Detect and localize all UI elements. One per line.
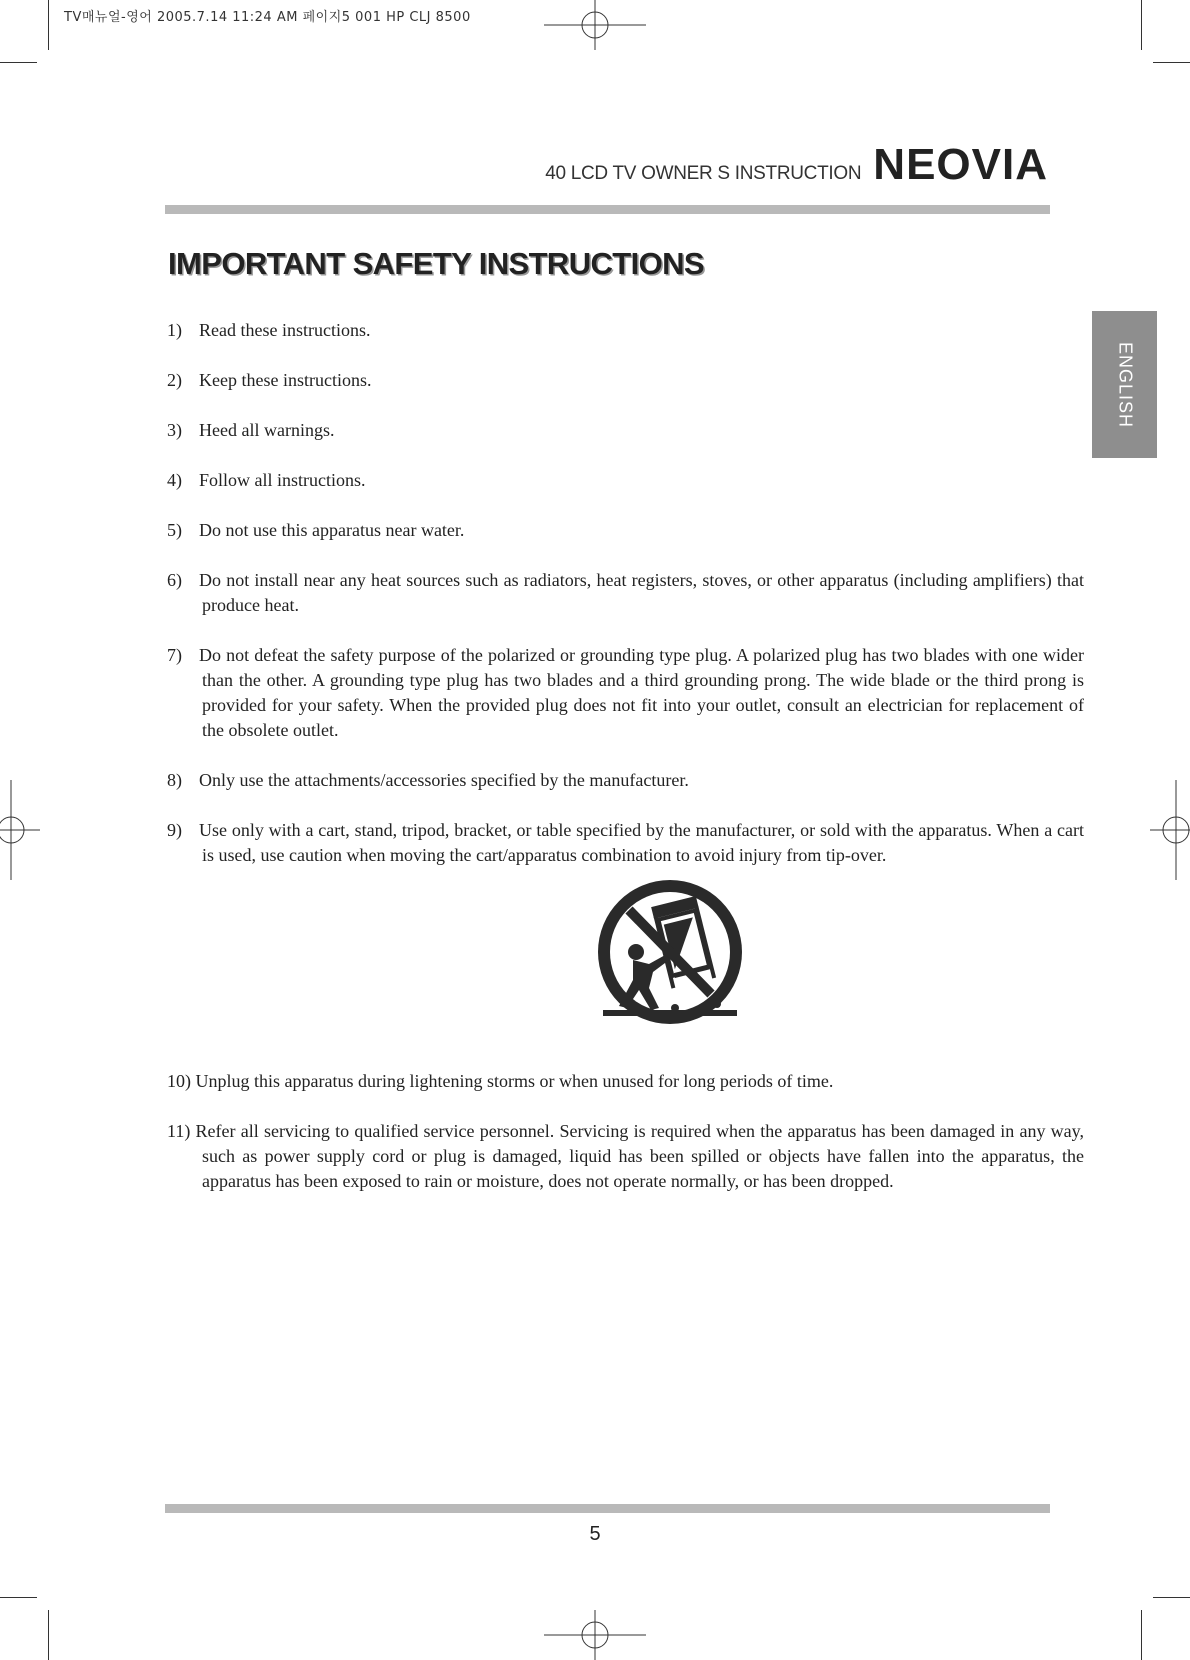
- crop-mark: [48, 1610, 49, 1660]
- list-item: [167, 568, 1084, 618]
- list-item: [167, 818, 1084, 868]
- cart-tip-over-warning-icon: [587, 880, 753, 1032]
- registration-mark-right: [1150, 780, 1190, 880]
- footer-rule: [165, 1504, 1050, 1513]
- registration-mark-top: [544, 0, 646, 50]
- page-title: IMPORTANT SAFETY INSTRUCTIONS: [168, 246, 705, 281]
- item-number: 8): [167, 770, 182, 790]
- running-header: [545, 140, 1048, 190]
- header-rule: [165, 205, 1050, 214]
- header-subtitle: 40 LCD TV OWNER S INSTRUCTION: [545, 163, 862, 184]
- item-number: 4): [167, 470, 182, 490]
- crop-mark: [0, 1597, 37, 1598]
- item-text: Read these instructions.: [199, 320, 371, 340]
- list-item: [167, 518, 1049, 543]
- list-item: [167, 643, 1084, 743]
- language-tab: [1092, 311, 1157, 458]
- item-text: Refer all servicing to qualified service personnel. Servicing is required when the apparatus has been damaged in any way, such as power supply cord or plug is damaged, liquid has been spilled or objects have fallen into the apparatus, the apparatus has been exposed to rain or moisture, does not operate normally, or has been dropped.: [195, 1121, 1084, 1191]
- item-number: 10): [167, 1071, 191, 1091]
- item-text: Do not use this apparatus near water.: [199, 520, 465, 540]
- crop-mark: [1153, 62, 1190, 63]
- item-text: Do not defeat the safety purpose of the polarized or grounding type plug. A polarized plug has two blades with one wider than the other. A grounding type plug has two blades and a third grounding prong. The wide blade or the third prong is provided for your safety. When the provided plug does not fit into your outlet, consult an electrician for replacement of the obsolete outlet.: [199, 645, 1084, 740]
- item-text: Follow all instructions.: [199, 470, 366, 490]
- registration-mark-left: [0, 780, 40, 880]
- item-number: 1): [167, 320, 182, 340]
- item-text: Keep these instructions.: [199, 370, 372, 390]
- item-text: Do not install near any heat sources such as radiators, heat registers, stoves, or other apparatus (including amplifiers) that produce heat.: [199, 570, 1084, 615]
- item-text: Only use the attachments/accessories specified by the manufacturer.: [199, 770, 689, 790]
- item-number: 6): [167, 570, 182, 590]
- registration-mark-bottom: [544, 1610, 646, 1660]
- item-number: 11): [167, 1121, 191, 1141]
- crop-mark: [1141, 0, 1142, 50]
- list-item: [167, 418, 1049, 443]
- language-tab-label: ENGLISH: [1115, 341, 1135, 428]
- item-number: 9): [167, 820, 182, 840]
- item-text: Use only with a cart, stand, tripod, bracket, or table specified by the manufacturer, or sold with the apparatus. When a cart is used, use caution when moving the cart/apparatus combination to avoid injury from tip-over.: [199, 820, 1084, 865]
- list-item: [167, 768, 1084, 793]
- list-item: [167, 468, 1049, 493]
- item-number: 7): [167, 645, 182, 665]
- item-text: Unplug this apparatus during lightening storms or when unused for long periods of time.: [195, 1071, 834, 1091]
- list-item: [167, 1069, 1049, 1094]
- list-item: [167, 1119, 1084, 1194]
- item-number: 2): [167, 370, 182, 390]
- list-item: [167, 318, 1049, 343]
- crop-mark: [1141, 1610, 1142, 1660]
- print-slug: TV매뉴얼-영어 2005.7.14 11:24 AM 페이지5 001 HP CLJ 8500: [64, 10, 471, 25]
- crop-mark: [48, 0, 49, 50]
- page-number: 5: [589, 1523, 601, 1545]
- item-number: 3): [167, 420, 182, 440]
- list-item: [167, 368, 1049, 393]
- item-text: Heed all warnings.: [199, 420, 335, 440]
- crop-mark: [1153, 1597, 1190, 1598]
- item-number: 5): [167, 520, 182, 540]
- brand-logo: NEOVIA: [873, 140, 1048, 189]
- crop-mark: [0, 62, 37, 63]
